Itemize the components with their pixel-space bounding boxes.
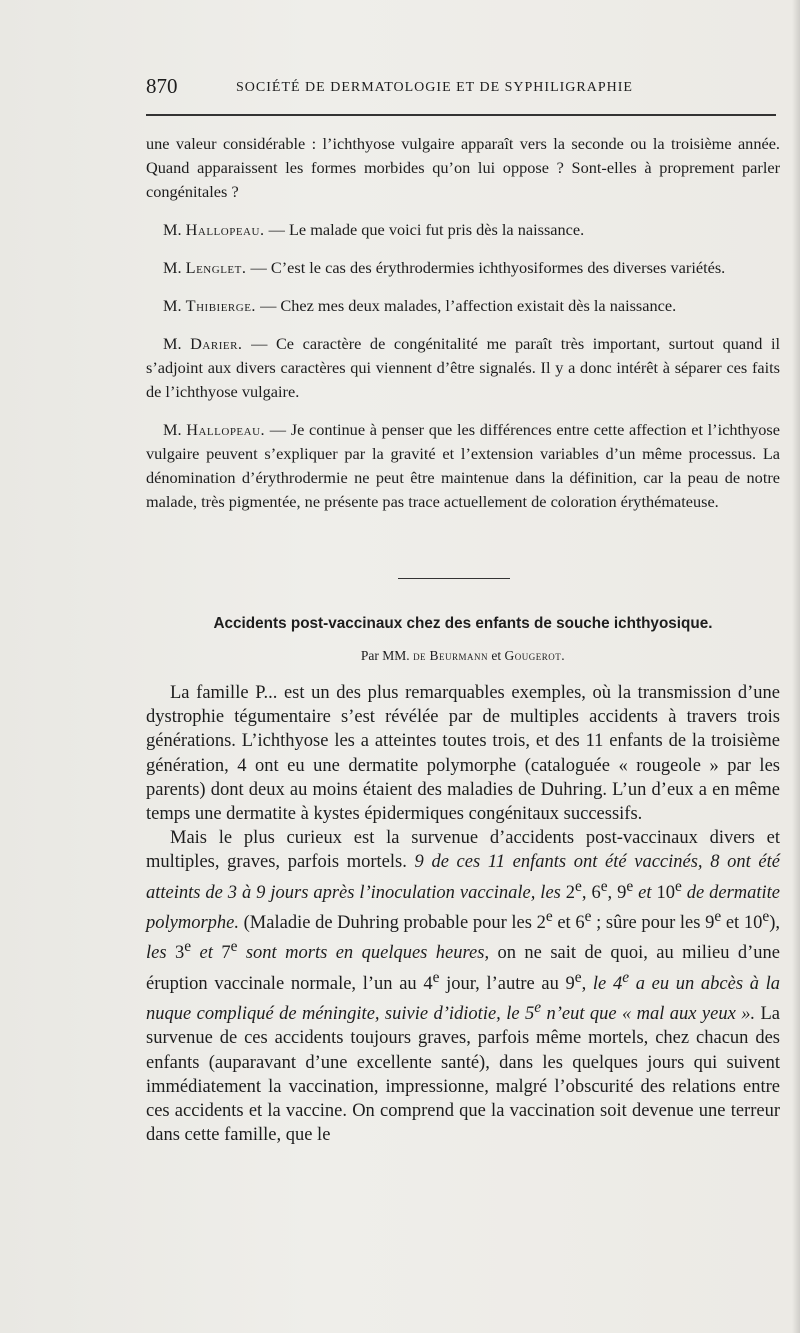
article-title: Accidents post-vaccinaux chez des enfants de souche ichthyosique. [213,615,713,632]
page-header [146,74,776,104]
remark-thibierge [146,294,780,318]
remark-text: — Je continue à penser que les différences entre cette affection et l’ichthyose vulgaire peuvent s’expliquer par la gravité et l’extension variables d’un même processus. La dénomination d’érythrodermie ne peut être maintenue dans la définition, car la peau de notre malade, très pigmentée, ne présente pas trace actuellement de coloration érythémateuse. [146,420,780,511]
remark-text: — Ce caractère de congénitalité me paraît très important, surtout quand il s’adjoint aux divers caractères qui viennent d’être signalés. Il y a donc intérêt à séparer ces faits de l’ichthyose vulgaire. [146,334,780,401]
discussion-intro: une valeur considérable : l’ichthyose vulgaire apparaît vers la seconde ou la troisième année. Quand apparaissent les formes morbides qu’on lui oppose ? Sont-elles à proprement parler congénitales ? [146,134,780,201]
author-name: Gougerot. [504,648,566,663]
remark-title: M. [163,258,182,277]
speaker-name: Hallopeau. [186,420,266,439]
remark-text: — Le malade que voici fut pris dès la naissance. [268,220,585,239]
remark-darier [146,332,780,404]
remark-hallopeau-1 [146,218,780,242]
article-authors [146,648,780,664]
author-particle: de [413,648,427,663]
paragraph: Mais le plus curieux est la survenue d’accidents post-vaccinaux divers et multiples, graves, parfois mortels. 9 de ces 11 enfants ont été vaccinés, 8 ont été atteints de 3 à 9 jours après l’inoculation vaccinale, les 2e, 6e, 9e et 10e de dermatite polymorphe. (Maladie de Duhring probable pour les 2e et 6e ; sûre pour les 9e et 10e), les 3e et 7e sont morts en quelques heures, on ne sait de quoi, au milieu d’une éruption vaccinale normale, l’un au 4e jour, l’autre au 9e, le 4e a eu un abcès à la nuque compliqué de méningite, suivie d’idiotie, le 5e n’eut que « mal aux yeux ». La survenue de ces accidents toujours graves, parfois même mortels, chez chacun des enfants (auparavant d’une excellente santé), dans les quelques jours qui suivent immédiatement la vaccination, impressionne, malgré l’obscurité des relations entre ces accidents et la vaccine. On comprend que la vaccination soit devenue une terreur dans cette famille, que le [146,828,781,1146]
text-run: Mais le plus curieux est la survenue d’accidents post-vaccinaux divers et multiples, graves, parfois mortels. [146,828,780,873]
authors-prefix: Par MM. [360,648,414,663]
remark-title: M. [163,220,182,239]
remark-title: M. [163,334,182,353]
speaker-name: Darier. [190,334,243,353]
running-title: SOCIÉTÉ DE DERMATOLOGIE ET DE SYPHILIGRAPHIE [236,80,633,95]
italic-run: le 4e a eu un abcès à la nuque compliqué de méningite, suivie d’idiotie, le 5e n’eut que « mal aux yeux ». [146,968,781,1025]
paragraph: La famille P... est un des plus remarquables exemples, où la transmission d’une dystrophie tégumentaire s’est révélée par de multiples accidents à travers trois générations. L’ichthyose les a atteintes toutes trois, et des 11 enfants de la troisième génération, 4 ont eu une dermatite polymorphe (cataloguée « rougeole » par les parents) dont deux au moins étaient des maladies de Duhring. L’un d’eux a en même temps une dermatite à kystes épidermiques congénitaux successifs. [146,683,780,825]
authors-joiner: et [487,648,505,663]
page-number: 870 [146,74,178,98]
remark-title: M. [163,296,182,315]
remark-text: — C’est le cas des érythrodermies ichthyosiformes des diverses variétés. [250,258,726,277]
remark-title: M. [163,420,182,439]
section-divider [398,578,510,579]
author-name: Beurmann [429,648,488,663]
header-rule [146,114,776,116]
speaker-name: Lenglet. [185,258,247,277]
italic-run: de dermatite polymorphe. [146,882,781,934]
discussion-section [146,132,780,528]
article-body [146,681,780,1147]
remark-lenglet [146,256,780,280]
speaker-name: Thibierge. [185,296,256,315]
italic-run: 9 de ces 11 enfants ont été vaccinés, 8 ont été atteints de 3 à 9 jours après l’inoculation vaccinale, les [146,852,780,903]
page-edge-shadow [792,0,800,1333]
italic-run: sont morts en quelques heures [245,943,485,964]
remark-hallopeau-2 [146,418,780,514]
remark-text: — Chez mes deux malades, l’affection existait dès la naissance. [260,296,677,315]
speaker-name: Hallopeau. [185,220,265,239]
